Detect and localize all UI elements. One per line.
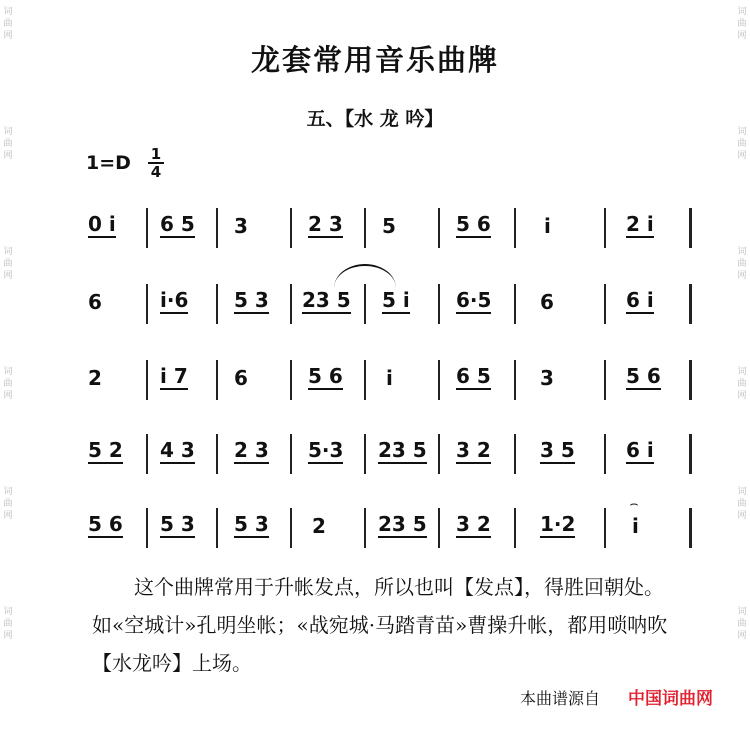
watermark-char: 网	[737, 31, 747, 41]
watermark-char: 词	[737, 127, 747, 137]
measure: 5 3	[234, 288, 269, 312]
bar-line	[216, 434, 218, 474]
watermark-char: 曲	[3, 379, 13, 389]
measure: 6·5	[456, 288, 492, 312]
bar-line	[438, 508, 440, 548]
watermark-char: 词	[737, 607, 747, 617]
bar-line	[146, 284, 148, 324]
watermark-char: 网	[737, 151, 747, 161]
bar-line-end	[689, 508, 692, 548]
bar-line	[364, 434, 366, 474]
measure: 6	[540, 290, 554, 314]
watermark-char: 网	[3, 511, 13, 521]
bar-line	[216, 208, 218, 248]
measure: 5 2	[88, 438, 123, 462]
bar-line	[604, 434, 606, 474]
score-row-1	[86, 206, 698, 250]
bar-line	[290, 208, 292, 248]
watermark-char: 词	[737, 367, 747, 377]
source-site-link[interactable]: 中国词曲网	[628, 689, 713, 709]
measure: 5 i	[382, 288, 410, 312]
watermark-char: 网	[3, 271, 13, 281]
measure: 3 5	[540, 438, 575, 462]
bar-line	[514, 508, 516, 548]
bar-line	[514, 434, 516, 474]
measure: 23 5	[378, 438, 427, 462]
measure: 5·3	[308, 438, 344, 462]
watermark-char: 曲	[3, 19, 13, 29]
watermark-char: 网	[3, 31, 13, 41]
measure: 0 i	[88, 212, 116, 236]
measure: i	[632, 514, 639, 538]
watermark-char: 词	[737, 7, 747, 17]
measure: 5	[382, 214, 396, 238]
bar-line	[146, 360, 148, 400]
watermark-char: 曲	[737, 379, 747, 389]
bar-line-end	[689, 434, 692, 474]
bar-line	[290, 284, 292, 324]
measure: 5 3	[234, 512, 269, 536]
measure: 2	[88, 366, 102, 390]
bar-line	[216, 360, 218, 400]
measure: 3	[540, 366, 554, 390]
bar-line	[514, 208, 516, 248]
measure: 2 3	[308, 212, 343, 236]
bar-line	[604, 508, 606, 548]
bar-line-end	[689, 284, 692, 324]
measure: 6	[88, 290, 102, 314]
watermark-char: 曲	[3, 619, 13, 629]
watermark-char: 词	[3, 247, 13, 257]
score-row-3	[86, 358, 698, 402]
bar-line	[364, 508, 366, 548]
bar-line	[146, 434, 148, 474]
measure: 3	[234, 214, 248, 238]
measure: 3 2	[456, 512, 491, 536]
measure: 2	[312, 514, 326, 538]
bar-line	[514, 284, 516, 324]
watermark-char: 网	[737, 631, 747, 641]
score-row-4	[86, 432, 698, 476]
bar-line-end	[689, 360, 692, 400]
measure: 5 6	[88, 512, 123, 536]
measure: i	[544, 214, 551, 238]
time-signature-denominator: 4	[150, 163, 162, 181]
bar-line	[146, 208, 148, 248]
bar-line	[364, 360, 366, 400]
time-signature-numerator: 1	[148, 146, 164, 164]
bar-line	[364, 208, 366, 248]
piece-subtitle: 五、【水 龙 吟】	[306, 108, 444, 130]
bar-line	[438, 360, 440, 400]
bar-line	[216, 284, 218, 324]
measure: 6 i	[626, 438, 654, 462]
watermark-char: 网	[3, 391, 13, 401]
watermark-char: 词	[3, 487, 13, 497]
watermark-char: 网	[737, 511, 747, 521]
key-signature: 1=D	[86, 152, 131, 174]
source-label: 本曲谱源自	[520, 689, 601, 708]
measure: 23 5	[302, 288, 351, 312]
bar-line	[514, 360, 516, 400]
watermark-char: 曲	[3, 139, 13, 149]
bar-line-end	[689, 208, 692, 248]
bar-line	[290, 434, 292, 474]
watermark-char: 曲	[737, 619, 747, 629]
measure: 5 3	[160, 512, 195, 536]
measure: 23 5	[378, 512, 427, 536]
page-title: 龙套常用音乐曲牌	[250, 43, 499, 77]
watermark-char: 词	[737, 247, 747, 257]
watermark-char: 曲	[737, 19, 747, 29]
measure: 2 i	[626, 212, 654, 236]
measure: i·6	[160, 288, 189, 312]
bar-line	[438, 434, 440, 474]
watermark-char: 曲	[3, 259, 13, 269]
watermark-char: 网	[737, 271, 747, 281]
watermark-char: 词	[737, 487, 747, 497]
measure: 5 6	[308, 364, 343, 388]
fermata-icon: ⌢	[629, 496, 639, 512]
watermark-char: 网	[3, 151, 13, 161]
bar-line	[604, 284, 606, 324]
measure: 4 3	[160, 438, 195, 462]
score-row-2	[86, 282, 698, 326]
measure: 6 5	[160, 212, 195, 236]
score-row-5	[86, 506, 698, 550]
measure: i	[386, 366, 393, 390]
measure: 3 2	[456, 438, 491, 462]
bar-line	[604, 208, 606, 248]
watermark-char: 词	[3, 7, 13, 17]
watermark-char: 曲	[737, 139, 747, 149]
description-paragraph: 这个曲牌常用于升帐发点，所以也叫【发点】，得胜回朝处。如«空城计»孔明坐帐；«战宛城·马踏青苗»曹操升帐，都用唢呐吹【水龙吟】上场。	[92, 575, 668, 675]
watermark-char: 网	[737, 391, 747, 401]
bar-line	[438, 208, 440, 248]
watermark-char: 曲	[3, 499, 13, 509]
bar-line	[604, 360, 606, 400]
measure: 6 5	[456, 364, 491, 388]
measure: 2 3	[234, 438, 269, 462]
time-signature	[148, 146, 164, 180]
bar-line	[438, 284, 440, 324]
watermark-char: 曲	[737, 259, 747, 269]
watermark-char: 词	[3, 367, 13, 377]
measure: i 7	[160, 364, 188, 388]
measure: 6 i	[626, 288, 654, 312]
bar-line	[290, 508, 292, 548]
bar-line	[290, 360, 292, 400]
watermark-char: 词	[3, 127, 13, 137]
bar-line	[216, 508, 218, 548]
bar-line	[364, 284, 366, 324]
measure: 1·2	[540, 512, 576, 536]
measure: 6	[234, 366, 248, 390]
bar-line	[146, 508, 148, 548]
watermark-char: 词	[3, 607, 13, 617]
measure: 5 6	[456, 212, 491, 236]
watermark-char: 网	[3, 631, 13, 641]
watermark-char: 曲	[737, 499, 747, 509]
measure: 5 6	[626, 364, 661, 388]
